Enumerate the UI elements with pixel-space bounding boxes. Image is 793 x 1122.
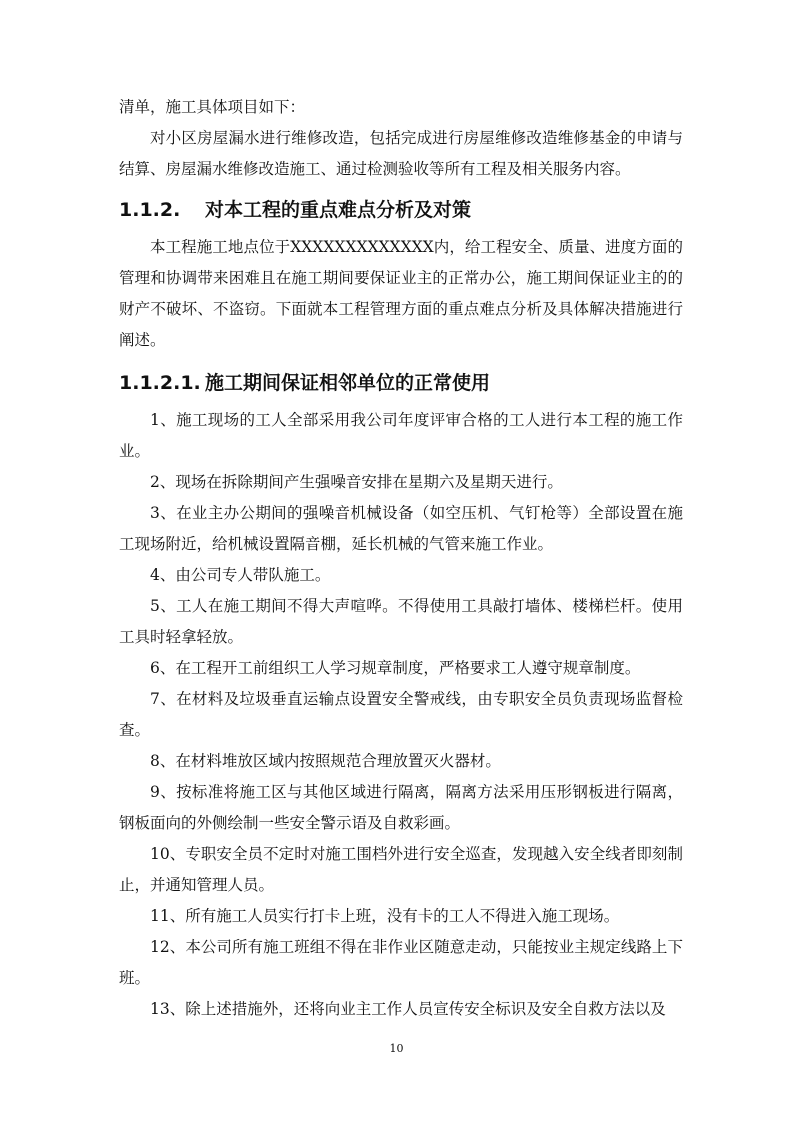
subsection-title: 施工期间保证相邻单位的正常使用	[205, 372, 491, 394]
section-heading-1-1-2	[119, 197, 683, 223]
list-item: 6、在工程开工前组织工人学习规章制度，严格要求工人遵守规章制度。	[150, 659, 641, 677]
subsection-number: 1.1.2.1.	[119, 372, 201, 394]
page-number: 10	[389, 1042, 404, 1055]
page-content	[119, 92, 683, 1025]
list-item: 13、除上述措施外，还将向业主工作人员宣传安全标识及安全自救方法以及	[150, 1000, 666, 1018]
section-title: 对本工程的重点难点分析及对策	[205, 199, 472, 221]
list-item: 8、在材料堆放区域内按照规范合理放置灭火器材。	[150, 752, 501, 770]
section-heading-1-1-2-1	[119, 370, 683, 396]
list-item: 5、工人在施工期间不得大声喧哗。不得使用工具敲打墙体、楼梯栏杆。使用工具时轻拿轻放。	[119, 597, 683, 646]
list-item: 10、专职安全员不定时对施工围档外进行安全巡查，发现越入安全线者即刻制止，并通知管理人员。	[119, 845, 683, 894]
list-item: 3、在业主办公期间的强噪音机械设备（如空压机、气钉枪等）全部设置在施工现场附近，给机械设置隔音棚，延长机械的气管来施工作业。	[119, 504, 683, 553]
list-item: 9、按标准将施工区与其他区域进行隔离，隔离方法采用压形钢板进行隔离，钢板面向的外侧绘制一些安全警示语及自救彩画。	[119, 783, 683, 832]
list-item: 11、所有施工人员实行打卡上班，没有卡的工人不得进入施工现场。	[150, 907, 620, 925]
intro-line: 清单，施工具体项目如下：	[119, 98, 306, 116]
section-number: 1.1.2.	[119, 199, 181, 221]
list-item: 4、由公司专人带队施工。	[150, 566, 331, 584]
list-item: 7、在材料及垃圾垂直运输点设置安全警戒线，由专职安全员负责现场监督检查。	[119, 690, 683, 739]
list-item: 1、施工现场的工人全部采用我公司年度评审合格的工人进行本工程的施工作业。	[119, 411, 683, 460]
list-item: 12、本公司所有施工班组不得在非作业区随意走动，只能按业主规定线路上下班。	[119, 938, 683, 987]
list-item: 2、现场在拆除期间产生强噪音安排在星期六及星期天进行。	[150, 473, 563, 491]
section-paragraph: 本工程施工地点位于XXXXXXXXXXXXX内，给工程安全、质量、进度方面的管理和协调带来困难且在施工期间要保证业主的正常办公，施工期间保证业主的的财产不破坏、不盗窃。下面就本工程管理方面的重点难点分析及具体解决措施进行阐述。	[119, 238, 683, 349]
intro-paragraph: 对小区房屋漏水进行维修改造，包括完成进行房屋维修改造维修基金的申请与结算、房屋漏水维修改造施工、通过检测验收等所有工程及相关服务内容。	[119, 129, 683, 178]
